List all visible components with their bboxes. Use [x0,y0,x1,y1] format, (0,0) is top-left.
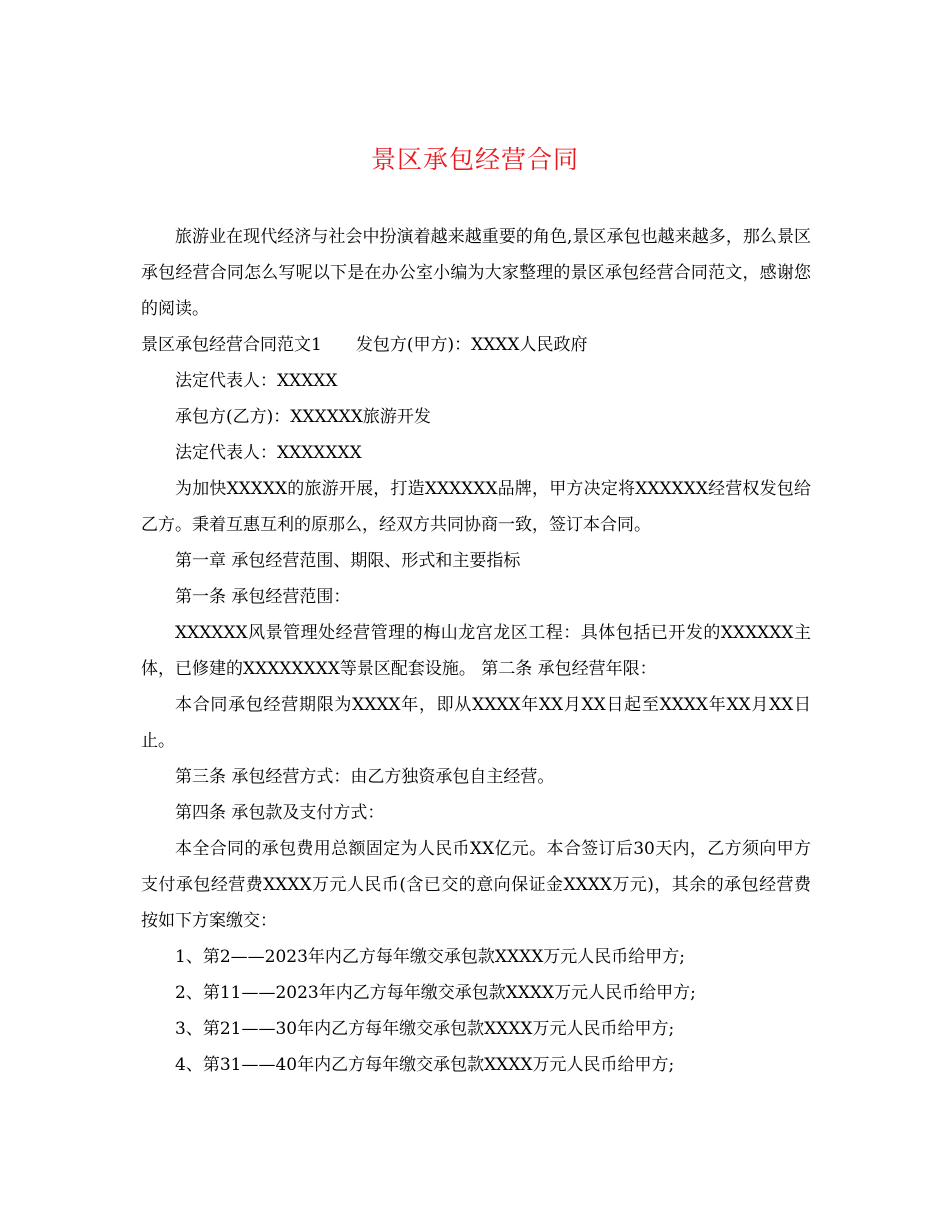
party-a-representative: 法定代表人：XXXXX [175,371,338,391]
payment-item-3: 3、第21——30年内乙方每年缴交承包款XXXX万元人民币给甲方; [175,1019,675,1039]
preamble-paragraph: 为加快XXXXX的旅游开展，打造XXXXXX品牌，甲方决定将XXXXXX经营权发包给乙方。秉着互惠互利的原那么，经双方共同协商一致，签订本合同。 [141,479,811,535]
article-4-title: 第四条 承包款及支付方式： [175,803,385,823]
payment-item-4: 4、第31——40年内乙方每年缴交承包款XXXX万元人民币给甲方; [175,1055,675,1075]
chapter-1-heading: 第一章 承包经营范围、期限、形式和主要指标 [175,551,521,571]
sample-heading: 景区承包经营合同范文1 [141,335,322,355]
article-2-body: 本合同承包经营期限为XXXX年，即从XXXX年XX月XX日起至XXXX年XX月XX日止。 [141,695,811,751]
payment-item-2: 2、第11——2023年内乙方每年缴交承包款XXXX万元人民币给甲方; [175,983,696,1003]
article-3: 第三条 承包经营方式：由乙方独资承包自主经营。 [175,767,555,787]
document-body [141,219,811,1083]
party-a: 发包方(甲方)：XXXX人民政府 [355,335,588,355]
article-1-title: 第一条 承包经营范围： [175,587,351,607]
article-4-body: 本全合同的承包费用总额固定为人民币XX亿元。本合签订后30天内，乙方须向甲方支付承包经营费XXXX万元人民币(含已交的意向保证金XXXX万元)，其余的承包经营费按如下方案缴交： [141,839,811,931]
payment-item-1: 1、第2——2023年内乙方每年缴交承包款XXXX万元人民币给甲方; [175,947,686,967]
sample-heading-line [141,327,811,363]
party-b-representative: 法定代表人：XXXXXXX [175,443,362,463]
article-1-body: XXXXXX风景管理处经营管理的梅山龙宫龙区工程：具体包括已开发的XXXXXX主体，已修建的XXXXXXXX等景区配套设施。 第二条 承包经营年限： [141,623,811,679]
document-title: 景区承包经营合同 [370,145,579,174]
party-b: 承包方(乙方)：XXXXXX旅游开发 [175,407,431,427]
intro-paragraph: 旅游业在现代经济与社会中扮演着越来越重要的角色,景区承包也越来越多，那么景区承包经营合同怎么写呢以下是在办公室小编为大家整理的景区承包经营合同范文，感谢您的阅读。 [141,227,811,319]
